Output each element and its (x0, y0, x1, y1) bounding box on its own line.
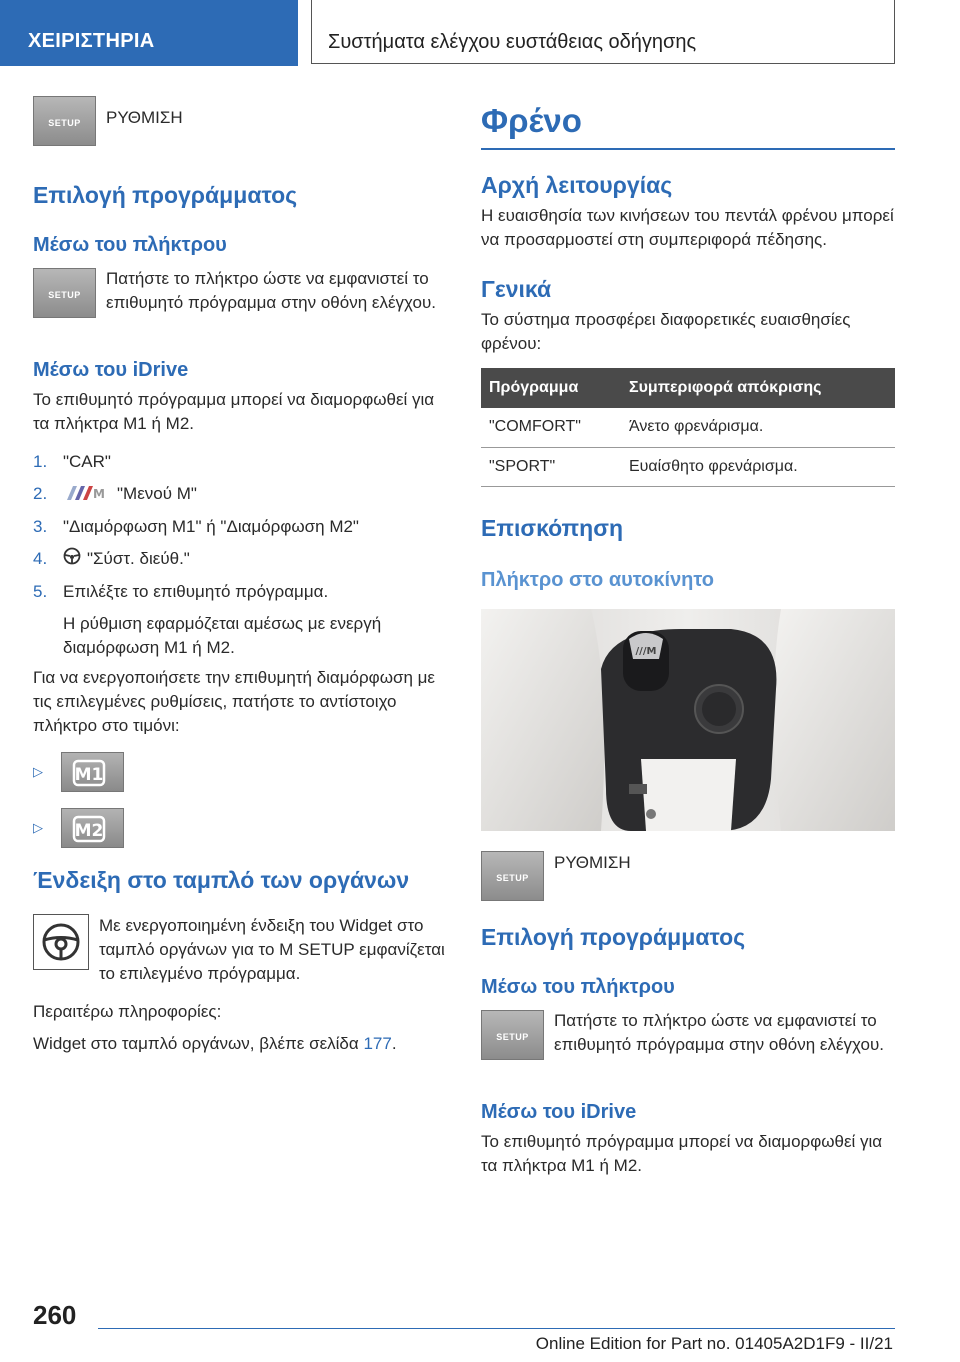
heading-via-idrive: Μέσω του iDrive (481, 1100, 637, 1123)
left-column (33, 96, 448, 1056)
steering-wheel-icon (63, 547, 81, 572)
m1-button-icon (61, 752, 124, 792)
right-column (481, 96, 895, 1178)
svg-text:M2: M2 (74, 820, 104, 841)
idrive-text: Το επιθυμητό πρόγραμμα μπορεί να διαμορφωθεί για τα πλήκτρα M1 ή M2. (33, 390, 435, 433)
page-link[interactable]: 177 (363, 1033, 392, 1053)
list-item: 1. "CAR" (33, 452, 111, 471)
activate-text: Για να ενεργοποιήσετε την επιθυμητή διαμόρφωση με τις επιλεγμένες ρυθμίσεις, πατήστε το αντίστοιχο πλήκτρο στο τιμόνι: (33, 667, 436, 735)
setup-row (481, 851, 895, 905)
heading-overview: Επισκόπηση (481, 514, 623, 541)
table-row: "COMFORT" Άνετο φρενάρισμα. (481, 408, 895, 447)
step5-note: Η ρύθμιση εφαρμόζεται αμέσως με ενεργή διαμόρφωση M1 ή M2. (63, 613, 382, 657)
edition-text: Online Edition for Part no. 01405A2D1F9 - II/21 (535, 1334, 893, 1353)
program-table (481, 368, 895, 487)
table-header: Πρόγραμμα (481, 368, 621, 408)
svg-text:///M: ///M (635, 645, 657, 657)
via-button-block (33, 268, 448, 322)
more-info-label: Περαιτέρω πληροφορίες: (33, 1001, 222, 1021)
list-item: 4. "Σύστ. διεύθ." (33, 547, 448, 572)
list-item: 3. "Διαμόρφωση M1" ή "Διαμόρφωση M2" (33, 516, 359, 536)
center-console-photo (481, 609, 895, 831)
section-tab[interactable]: ΧΕΙΡΙΣΤΗΡΙΑ (0, 0, 298, 66)
setup-button-icon: SETUP (33, 96, 96, 146)
chapter-title: Συστήματα ελέγχου ευστάθειας οδήγησης (311, 0, 895, 64)
svg-text:M: M (93, 486, 105, 500)
page-footer (0, 1290, 960, 1362)
m1-row (33, 752, 448, 794)
heading-select-program: Επιλογή προγράμματος (481, 923, 746, 950)
heading-display: Ένδειξη στο ταμπλό των οργάνων (33, 866, 410, 893)
page-number: 260 (33, 1300, 77, 1330)
table-header: Συμπεριφορά απόκρισης (621, 368, 895, 408)
general-text: Το σύστημα προσφέρει διαφορετικές ευαισθησίες φρένου: (481, 310, 851, 353)
steps-list (33, 450, 448, 660)
arrow-icon: ▷ (33, 819, 43, 835)
setup-label: ΡΥΘΜΙΣΗ (554, 852, 631, 872)
table-row: "SPORT" Ευαίσθητο φρενάρισμα. (481, 447, 895, 486)
display-text: Με ενεργοποιημένη ένδειξη του Widget στο ταμπλό οργάνων για το M SETUP εμφανίζεται το επιλεγμένο πρόγραμμα. (99, 915, 445, 983)
heading-principle: Αρχή λειτουργίας (481, 172, 673, 198)
setup-button-icon: SETUP (33, 268, 96, 318)
m-buttons (33, 752, 448, 850)
setup-row (33, 96, 448, 150)
widget-reference: Widget στο ταμπλό οργάνων, βλέπε σελίδα 177. (33, 1033, 397, 1053)
heading-general: Γενικά (481, 276, 552, 302)
heading-brake: Φρένο (481, 96, 895, 150)
heading-button-in-car: Πλήκτρο στο αυτοκίνητο (481, 568, 714, 591)
arrow-icon: ▷ (33, 763, 43, 779)
svg-text:M1: M1 (74, 764, 104, 785)
page-header (0, 0, 960, 66)
idrive-text: Το επιθυμητό πρόγραμμα μπορεί να διαμορφωθεί για τα πλήκτρα M1 ή M2. (481, 1131, 883, 1175)
list-item: 2. M "Μενού M" (33, 482, 448, 507)
heading-select-program: Επιλογή προγράμματος (33, 182, 298, 208)
setup-label: ΡΥΘΜΙΣΗ (106, 108, 183, 127)
heading-via-button: Μέσω του πλήκτρου (33, 234, 227, 256)
via-button-text: Πατήστε το πλήκτρο ώστε να εμφανιστεί το επιθυμητό πρόγραμμα στην οθόνη ελέγχου. (554, 1010, 884, 1054)
principle-text: Η ευαισθησία των κινήσεων του πεντάλ φρένου μπορεί να προσαρμοστεί στη συμπεριφορά πέδησης. (481, 206, 894, 249)
m-logo-icon (63, 483, 111, 507)
steering-wheel-icon (33, 914, 89, 970)
heading-via-button: Μέσω του πλήκτρου (481, 975, 675, 998)
via-button-text: Πατήστε το πλήκτρο ώστε να εμφανιστεί το επιθυμητό πρόγραμμα στην οθόνη ελέγχου. (106, 269, 436, 312)
via-button-block (481, 1010, 895, 1064)
setup-button-icon: SETUP (481, 851, 544, 901)
display-block (33, 914, 448, 986)
m2-row (33, 808, 448, 850)
footer-divider (98, 1328, 895, 1329)
setup-button-icon: SETUP (481, 1010, 544, 1060)
list-item: 5. Επιλέξτε το επιθυμητό πρόγραμμα. Η ρύθμιση εφαρμόζεται αμέσως με ενεργή διαμόρφωση M1 ή M2. (33, 580, 448, 660)
m2-button-icon (61, 808, 124, 848)
heading-via-idrive: Μέσω του iDrive (33, 359, 189, 381)
